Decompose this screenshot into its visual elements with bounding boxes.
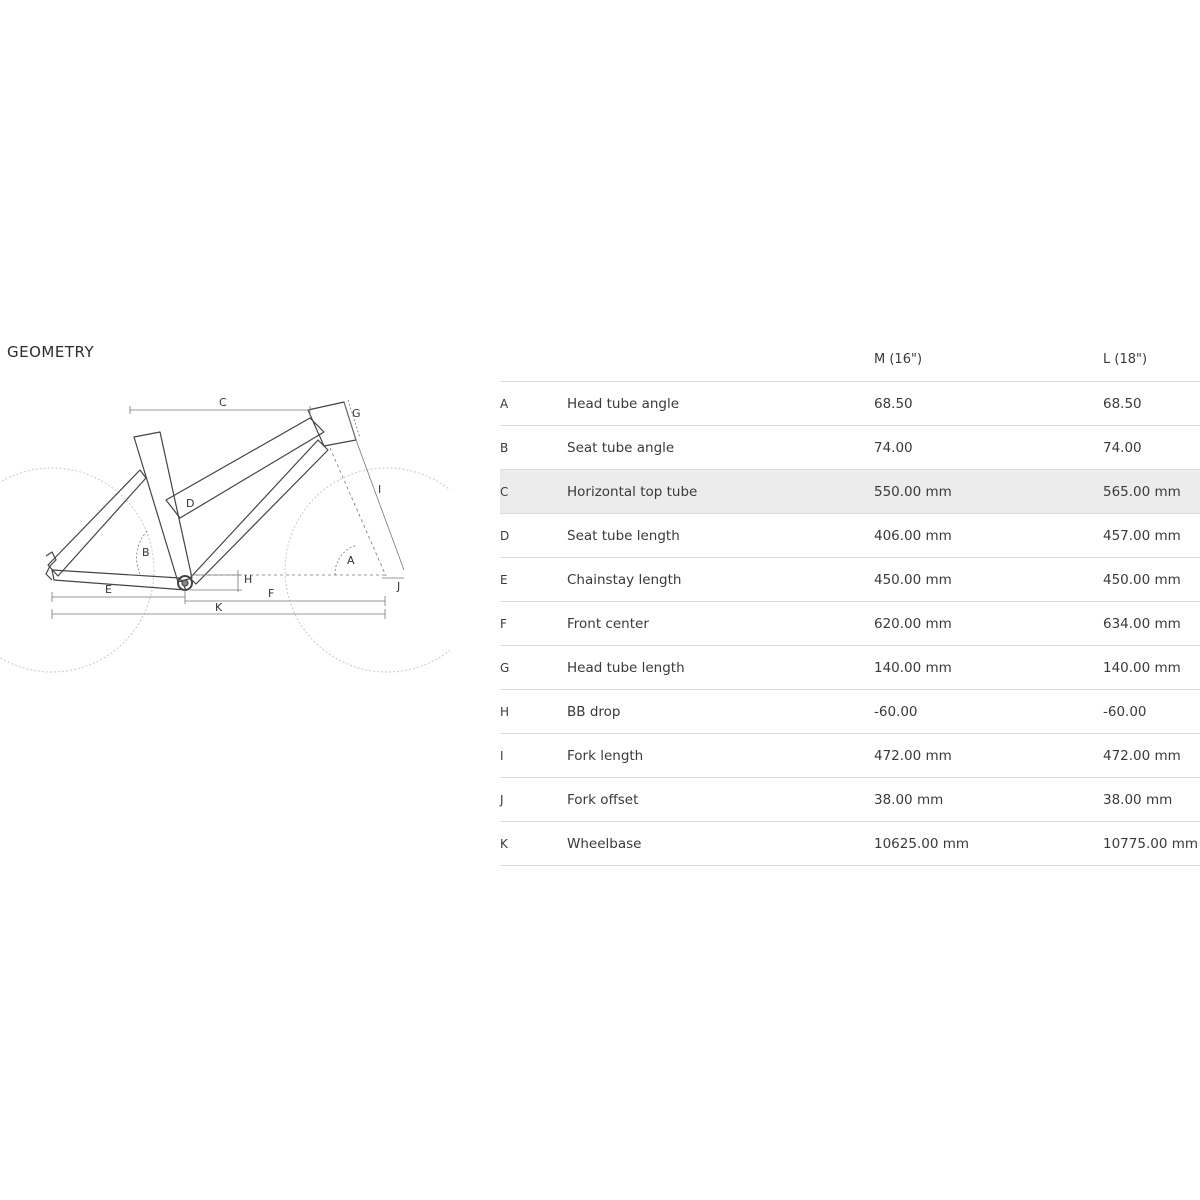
header-size-m: M (16") bbox=[874, 338, 1103, 382]
label-c: C bbox=[219, 396, 227, 409]
table-row bbox=[500, 514, 1200, 558]
row-letter: C bbox=[500, 470, 567, 514]
table-row bbox=[500, 426, 1200, 470]
label-h: H bbox=[244, 573, 253, 586]
label-f: F bbox=[268, 587, 275, 600]
row-value-m: 74.00 bbox=[874, 426, 1103, 470]
row-name: Front center bbox=[567, 602, 874, 646]
table-header-row bbox=[500, 338, 1200, 382]
row-value-l: 68.50 bbox=[1103, 382, 1200, 426]
row-letter: I bbox=[500, 734, 567, 778]
front-wheel bbox=[285, 468, 450, 672]
label-b: B bbox=[142, 546, 150, 559]
row-value-l: 74.00 bbox=[1103, 426, 1200, 470]
row-letter: D bbox=[500, 514, 567, 558]
row-letter: A bbox=[500, 382, 567, 426]
table-row bbox=[500, 690, 1200, 734]
row-value-m: -60.00 bbox=[874, 690, 1103, 734]
table-row bbox=[500, 382, 1200, 426]
row-name: Head tube angle bbox=[567, 382, 874, 426]
table-row bbox=[500, 558, 1200, 602]
header-name bbox=[567, 338, 874, 382]
table-row bbox=[500, 778, 1200, 822]
label-k: K bbox=[215, 601, 223, 614]
row-value-l: -60.00 bbox=[1103, 690, 1200, 734]
row-value-l: 634.00 mm bbox=[1103, 602, 1200, 646]
row-value-m: 406.00 mm bbox=[874, 514, 1103, 558]
table-row bbox=[500, 602, 1200, 646]
header-size-l: L (18") bbox=[1103, 338, 1200, 382]
row-value-l: 457.00 mm bbox=[1103, 514, 1200, 558]
row-letter: G bbox=[500, 646, 567, 690]
row-name: Fork offset bbox=[567, 778, 874, 822]
table-row bbox=[500, 822, 1200, 866]
row-value-m: 450.00 mm bbox=[874, 558, 1103, 602]
row-name: Chainstay length bbox=[567, 558, 874, 602]
row-letter: K bbox=[500, 822, 567, 866]
row-value-l: 472.00 mm bbox=[1103, 734, 1200, 778]
row-letter: B bbox=[500, 426, 567, 470]
row-value-l: 450.00 mm bbox=[1103, 558, 1200, 602]
row-name: Seat tube length bbox=[567, 514, 874, 558]
row-value-m: 550.00 mm bbox=[874, 470, 1103, 514]
table-row bbox=[500, 646, 1200, 690]
section-title: GEOMETRY bbox=[7, 343, 95, 361]
table-row-highlighted bbox=[500, 470, 1200, 514]
row-value-m: 38.00 mm bbox=[874, 778, 1103, 822]
row-value-l: 140.00 mm bbox=[1103, 646, 1200, 690]
bike-frame bbox=[46, 402, 356, 590]
row-value-l: 565.00 mm bbox=[1103, 470, 1200, 514]
label-a: A bbox=[347, 554, 355, 567]
label-j: J bbox=[397, 580, 401, 593]
label-g: G bbox=[352, 407, 361, 420]
row-name: Head tube length bbox=[567, 646, 874, 690]
geometry-table bbox=[500, 338, 1200, 866]
row-value-m: 140.00 mm bbox=[874, 646, 1103, 690]
rear-wheel bbox=[0, 468, 154, 672]
row-letter: J bbox=[500, 778, 567, 822]
row-name: Seat tube angle bbox=[567, 426, 874, 470]
label-i: I bbox=[378, 483, 382, 496]
row-name: Fork length bbox=[567, 734, 874, 778]
label-d: D bbox=[186, 497, 195, 510]
row-value-m: 10625.00 mm bbox=[874, 822, 1103, 866]
header-letter bbox=[500, 338, 567, 382]
row-value-m: 68.50 bbox=[874, 382, 1103, 426]
row-letter: E bbox=[500, 558, 567, 602]
row-value-m: 620.00 mm bbox=[874, 602, 1103, 646]
row-name: Wheelbase bbox=[567, 822, 874, 866]
row-letter: H bbox=[500, 690, 567, 734]
row-value-m: 472.00 mm bbox=[874, 734, 1103, 778]
label-e: E bbox=[105, 583, 112, 596]
row-value-l: 10775.00 mm bbox=[1103, 822, 1200, 866]
row-value-l: 38.00 mm bbox=[1103, 778, 1200, 822]
row-letter: F bbox=[500, 602, 567, 646]
row-name: Horizontal top tube bbox=[567, 470, 874, 514]
bike-geometry-diagram bbox=[0, 380, 450, 700]
table-row bbox=[500, 734, 1200, 778]
row-name: BB drop bbox=[567, 690, 874, 734]
